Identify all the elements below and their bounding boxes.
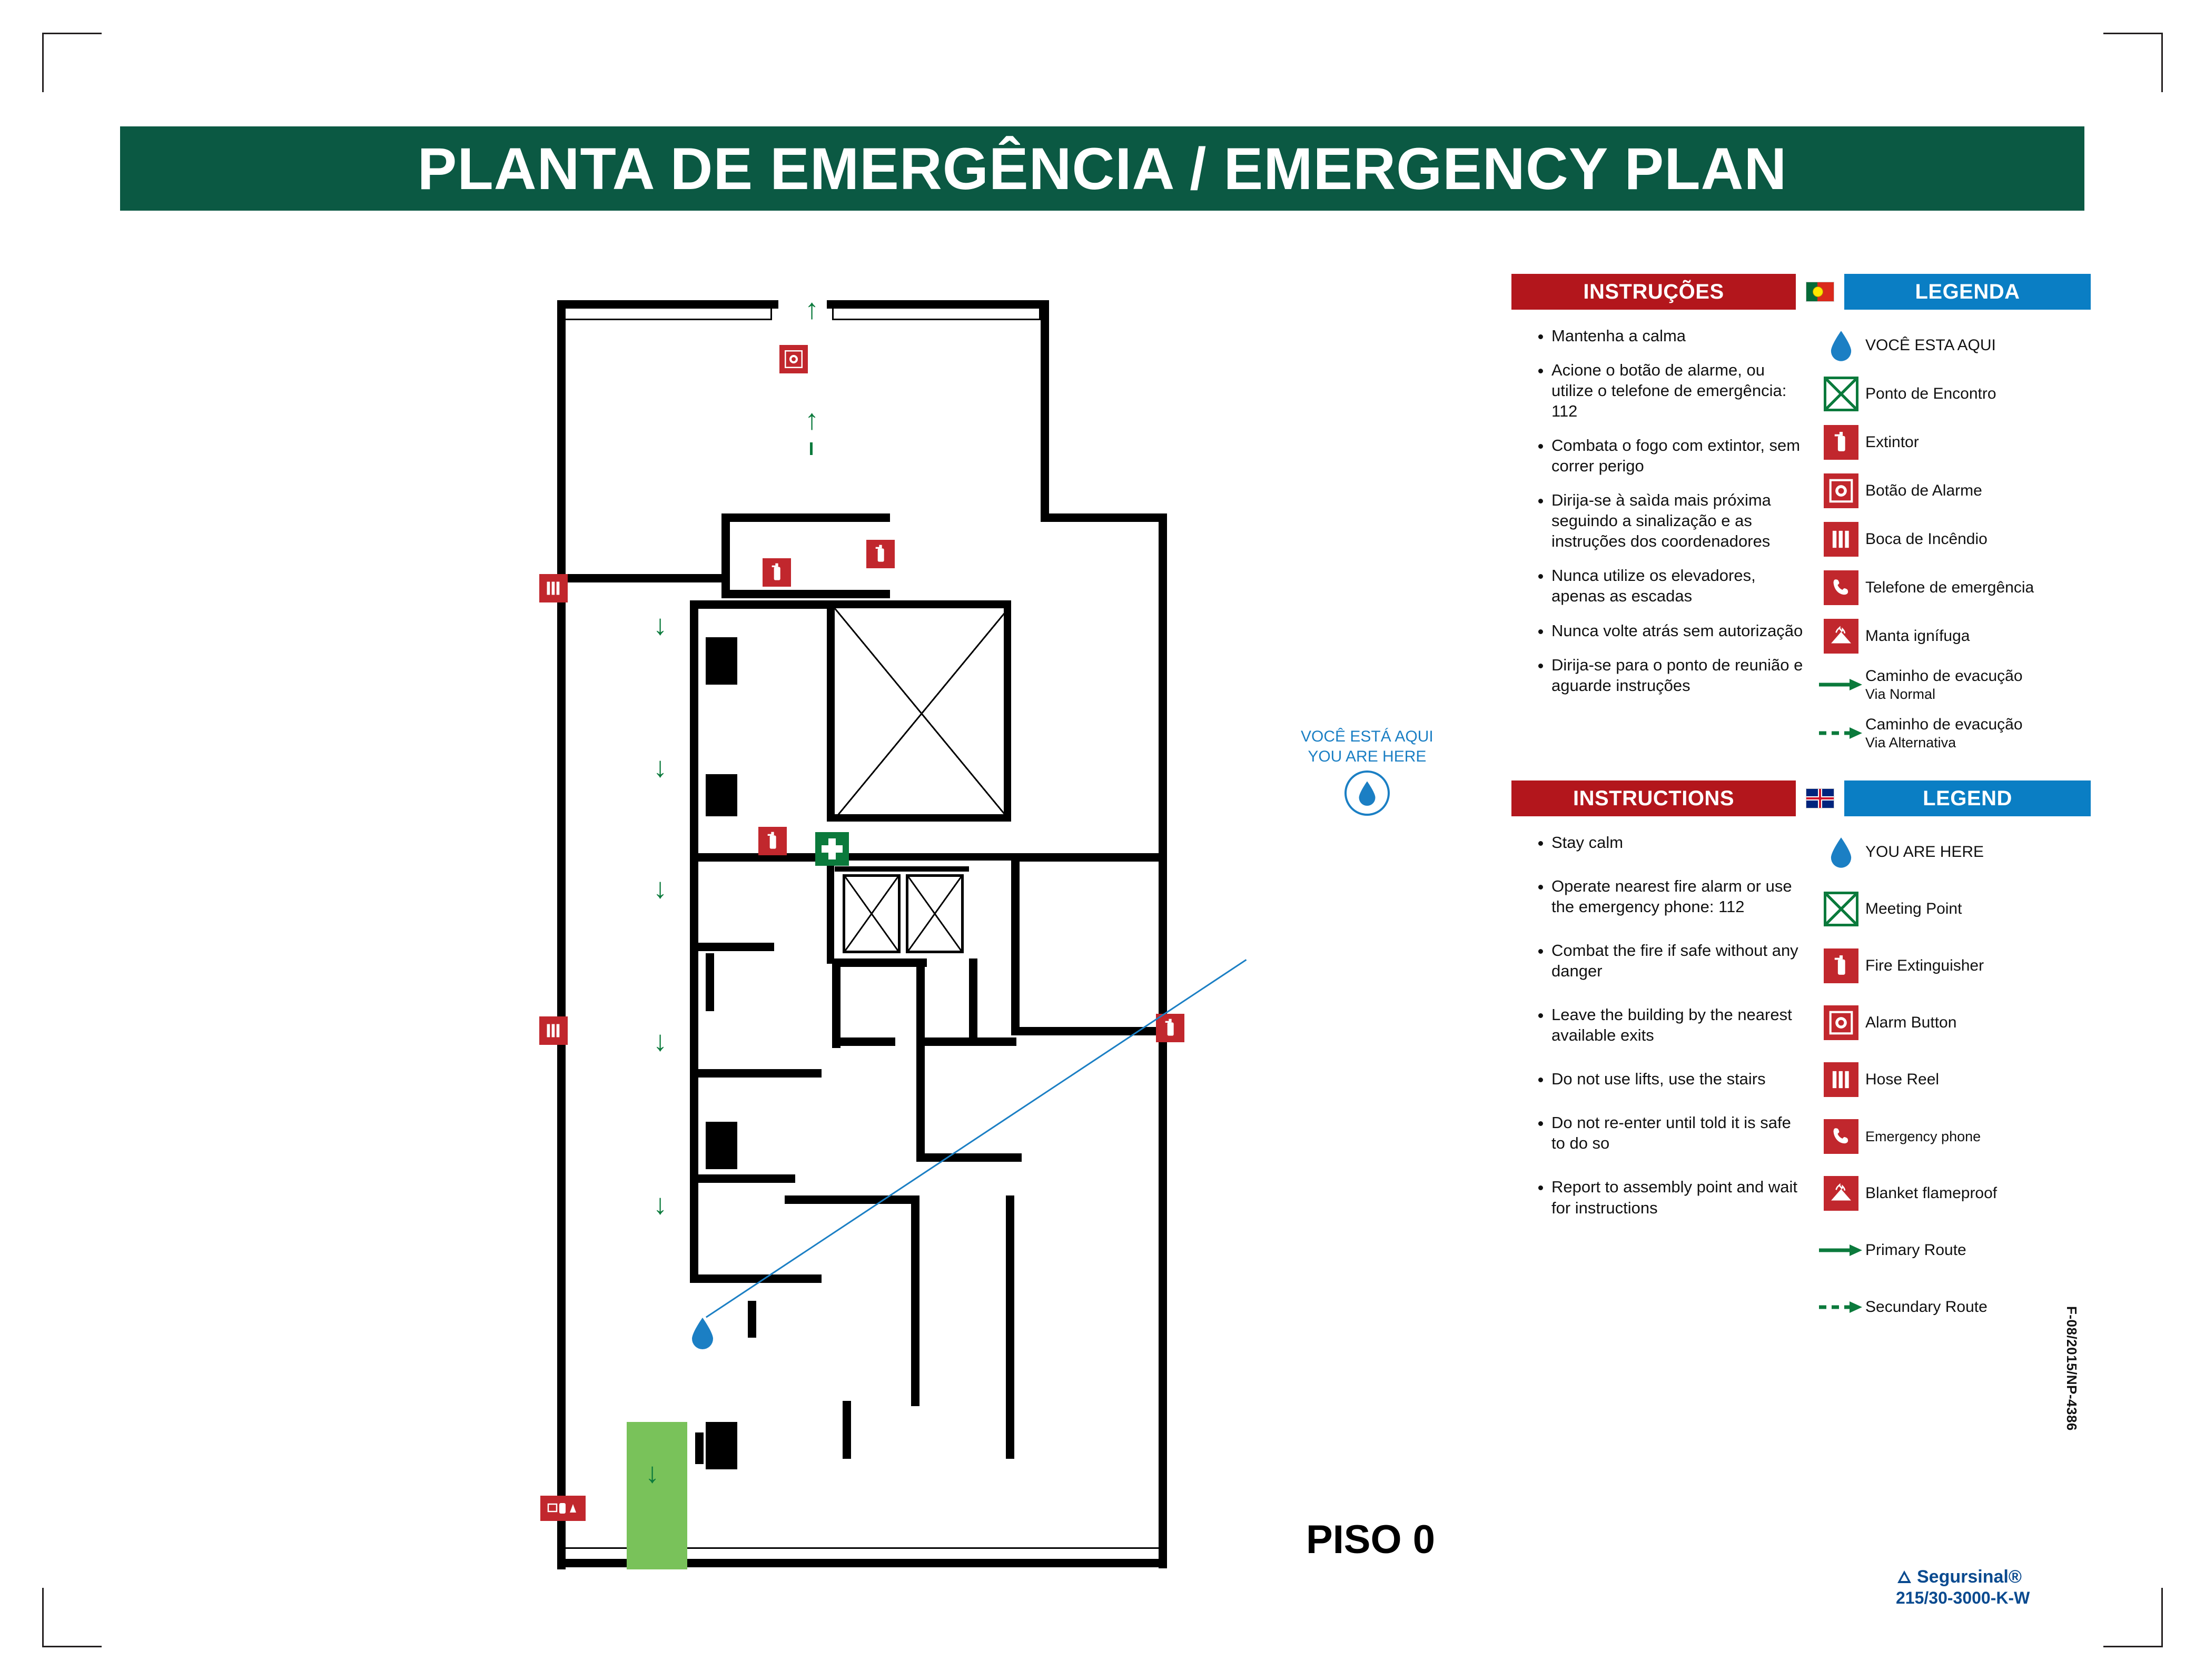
legend-row bbox=[1817, 1060, 2091, 1100]
legend-row bbox=[1817, 568, 2091, 608]
evacuation-arrow-icon: ↓ bbox=[645, 1457, 659, 1489]
fire-extinguisher-icon bbox=[866, 540, 895, 568]
legend-row bbox=[1817, 374, 2091, 414]
legend-label: Botão de Alarme bbox=[1865, 482, 1982, 499]
flag-portugal-icon bbox=[1796, 274, 1844, 310]
alarm-button-icon bbox=[1817, 1005, 1865, 1040]
solid-arrow-icon bbox=[1817, 1242, 1865, 1258]
you-are-here-circle bbox=[1344, 770, 1390, 816]
legend-row bbox=[1817, 889, 2091, 929]
legend-row bbox=[1817, 1003, 2091, 1043]
instruction-item: • Mantenha a calma bbox=[1551, 325, 1806, 346]
instruction-item: • Stay calm bbox=[1551, 832, 1806, 853]
legend-panel bbox=[1511, 274, 2091, 1336]
legend-label: Emergency phone bbox=[1865, 1128, 1981, 1144]
wall-segment bbox=[827, 814, 1011, 822]
flag-uk-icon bbox=[1796, 780, 1844, 816]
legend-label bbox=[1865, 715, 2023, 751]
instructions-title-en: INSTRUCTIONS bbox=[1511, 780, 1796, 816]
legend-label-main: Caminho de evacução bbox=[1865, 667, 2023, 685]
emergency-phone-icon bbox=[1817, 570, 1865, 605]
water-drop-icon bbox=[1357, 780, 1377, 806]
instruction-item: • Dirija-se para o ponto de reunião e aguarde instruções bbox=[1551, 655, 1806, 696]
you-are-here-label-pt: VOCÊ ESTÁ AQUI bbox=[1301, 728, 1433, 745]
water-drop-icon bbox=[1817, 836, 1865, 868]
crop-mark-top-left bbox=[42, 33, 102, 92]
fire-extinguisher-icon bbox=[1817, 948, 1865, 983]
legend-label: Boca de Incêndio bbox=[1865, 530, 1988, 548]
you-are-here-callout bbox=[1301, 727, 1433, 816]
evacuation-arrow-icon: ↓ bbox=[653, 1189, 667, 1220]
wall-segment bbox=[832, 958, 927, 967]
evacuation-arrow-icon: ↑ bbox=[805, 293, 819, 325]
instruction-item: • Combata o fogo com extintor, sem correr perigo bbox=[1551, 435, 1806, 476]
wall-segment bbox=[827, 853, 1011, 861]
evacuation-arrow-icon: ↓ bbox=[653, 609, 667, 641]
wall-segment bbox=[901, 866, 969, 872]
instruction-item: • Nunca volte atrás sem autorização bbox=[1551, 620, 1806, 641]
instruction-item: • Do not use lifts, use the stairs bbox=[1551, 1069, 1806, 1089]
legend-label bbox=[1865, 667, 2023, 703]
legend-label: Alarm Button bbox=[1865, 1014, 1957, 1031]
crop-mark-top-right bbox=[2103, 33, 2163, 92]
emergency-phone-icon bbox=[1817, 1119, 1865, 1154]
legend-row bbox=[1817, 832, 2091, 872]
wall-segment bbox=[690, 1069, 822, 1078]
wall-segment bbox=[916, 1153, 1022, 1162]
legend-label: Ponto de Encontro bbox=[1865, 385, 1996, 402]
wall-segment bbox=[916, 1037, 1016, 1046]
floor-plan bbox=[548, 293, 1206, 1489]
legend-row bbox=[1817, 519, 2091, 559]
you-are-here-label-en: YOU ARE HERE bbox=[1308, 747, 1427, 765]
legend-label-sub: Via Normal bbox=[1865, 686, 1936, 702]
wall-pillar bbox=[706, 774, 737, 816]
wall-segment bbox=[827, 853, 834, 964]
instruction-item: • Do not re-enter until told it is safe to do so bbox=[1551, 1112, 1806, 1153]
wall-segment bbox=[916, 958, 925, 1159]
instruction-item: • Leave the building by the nearest available exits bbox=[1551, 1004, 1806, 1045]
legend-row bbox=[1817, 471, 2091, 511]
instruction-item: • Acione o botão de alarme, ou utilize o telefone de emergência: 112 bbox=[1551, 360, 1806, 421]
crop-mark-bottom-left bbox=[42, 1588, 102, 1647]
legend-label: Meeting Point bbox=[1865, 900, 1962, 917]
elevator-cab bbox=[843, 874, 901, 953]
meeting-point-icon bbox=[1817, 377, 1865, 411]
legend-list-en bbox=[1806, 832, 2091, 1336]
instruction-item: • Dirija-se à saìda mais próxima seguindo a sinalização e as instruções dos coordenadores bbox=[1551, 490, 1806, 551]
dashed-arrow-icon bbox=[1817, 1299, 1865, 1315]
legend-label: YOU ARE HERE bbox=[1865, 843, 1984, 861]
crop-mark-bottom-right bbox=[2103, 1588, 2163, 1647]
segursinal-logo-icon bbox=[1896, 1569, 1913, 1586]
brand-block bbox=[1896, 1567, 2030, 1608]
dashed-route-dash bbox=[810, 442, 813, 455]
elevator-cab bbox=[906, 874, 964, 953]
legend-label: Primary Route bbox=[1865, 1241, 1966, 1259]
legend-row bbox=[1817, 616, 2091, 656]
hose-reel-icon bbox=[1817, 1062, 1865, 1097]
fire-extinguisher-icon bbox=[763, 558, 791, 587]
panel-body-pt bbox=[1511, 325, 2091, 762]
brand-code: 215/30-3000-K-W bbox=[1896, 1588, 2030, 1607]
fire-extinguisher-icon bbox=[1156, 1014, 1184, 1042]
wall-pillar bbox=[1006, 1401, 1014, 1459]
legend-label: Blanket flameproof bbox=[1865, 1184, 1998, 1202]
glazing-panel bbox=[563, 304, 772, 320]
meeting-point-icon bbox=[1817, 892, 1865, 926]
wall-segment bbox=[832, 958, 841, 1048]
wall-segment bbox=[1011, 853, 1020, 1027]
page-title-bar bbox=[120, 126, 2084, 211]
wall-segment bbox=[832, 1037, 895, 1046]
instructions-title-pt: INSTRUÇÕES bbox=[1511, 274, 1796, 310]
wall-pillar bbox=[706, 1122, 737, 1169]
you-are-here-marker-plan bbox=[690, 1317, 715, 1349]
legend-row bbox=[1817, 946, 2091, 986]
wall-pillar bbox=[843, 1401, 851, 1459]
solid-arrow-icon bbox=[1817, 677, 1865, 693]
hose-reel-icon bbox=[539, 574, 568, 602]
wall-segment bbox=[1006, 1195, 1014, 1204]
legend-row bbox=[1817, 1173, 2091, 1213]
legend-row bbox=[1817, 325, 2091, 365]
legend-row bbox=[1817, 422, 2091, 462]
wall-segment bbox=[1159, 911, 1167, 1568]
wall-segment bbox=[911, 1195, 919, 1406]
evacuation-arrow-icon: ↑ bbox=[805, 404, 819, 436]
evacuation-arrow-icon: ↓ bbox=[653, 752, 667, 783]
legend-row bbox=[1817, 713, 2091, 753]
instructions-list-pt bbox=[1511, 325, 1806, 762]
panel-header-en bbox=[1511, 780, 2091, 816]
legend-label: Hose Reel bbox=[1865, 1071, 1940, 1088]
legend-label: VOCÊ ESTA AQUI bbox=[1865, 337, 1996, 354]
fire-blanket-icon bbox=[1817, 1176, 1865, 1211]
wall-pillar bbox=[748, 1301, 756, 1338]
wall-segment bbox=[557, 300, 566, 1201]
exit-zone bbox=[627, 1422, 687, 1569]
page-title: PLANTA DE EMERGÊNCIA / EMERGENCY PLAN bbox=[417, 135, 1787, 202]
fire-extinguisher-icon bbox=[758, 827, 787, 855]
wall-segment bbox=[1011, 853, 1164, 862]
wall-segment bbox=[690, 943, 774, 951]
instructions-list-en bbox=[1511, 832, 1806, 1336]
legend-label: Manta ignífuga bbox=[1865, 627, 1970, 645]
legend-list-pt bbox=[1806, 325, 2091, 762]
wall-segment bbox=[706, 953, 714, 1011]
first-aid-icon bbox=[815, 832, 849, 866]
legend-title-pt: LEGENDA bbox=[1844, 274, 2091, 310]
instruction-item: • Report to assembly point and wait for instructions bbox=[1551, 1177, 1806, 1218]
hose-reel-icon bbox=[539, 1016, 568, 1045]
instruction-item: • Operate nearest fire alarm or use the emergency phone: 112 bbox=[1551, 876, 1806, 917]
wall-segment bbox=[721, 590, 890, 598]
legend-label: Extintor bbox=[1865, 433, 1919, 451]
hose-reel-icon bbox=[1817, 522, 1865, 557]
wall-segment bbox=[1004, 600, 1011, 822]
legend-label-main: Caminho de evacução bbox=[1865, 715, 2023, 733]
wall-pillar bbox=[706, 637, 737, 685]
fire-blanket-icon bbox=[1817, 619, 1865, 654]
wall-segment bbox=[721, 513, 890, 522]
wall-segment bbox=[690, 1174, 795, 1183]
panel-body-en bbox=[1511, 832, 2091, 1336]
wall-segment bbox=[1041, 513, 1167, 522]
legend-label: Secundary Route bbox=[1865, 1298, 1988, 1316]
legend-title-en: LEGEND bbox=[1844, 780, 2091, 816]
wall-segment bbox=[721, 513, 730, 598]
wall-segment bbox=[1041, 300, 1049, 521]
wall-segment bbox=[557, 513, 566, 522]
wall-segment bbox=[835, 866, 903, 872]
glazing-panel bbox=[832, 304, 1041, 320]
wall-pillar bbox=[706, 1422, 737, 1469]
legend-row bbox=[1817, 1287, 2091, 1327]
wall-segment bbox=[969, 958, 977, 1043]
fire-extinguisher-icon bbox=[1817, 425, 1865, 460]
legend-row bbox=[1817, 1116, 2091, 1157]
stairwell-shaft bbox=[832, 606, 1011, 822]
wall-segment bbox=[827, 600, 834, 822]
wall-segment bbox=[1006, 1195, 1014, 1406]
alarm-button-icon bbox=[779, 345, 808, 373]
wall-segment bbox=[690, 1274, 822, 1283]
electrical-panel-icon bbox=[540, 1496, 586, 1521]
instruction-item: • Nunca utilize os elevadores, apenas as escadas bbox=[1551, 565, 1806, 606]
water-drop-icon bbox=[1817, 330, 1865, 361]
document-code: F-08/2015/NP-4386 bbox=[2064, 1306, 2080, 1431]
brand-name-row bbox=[1896, 1567, 2030, 1587]
evacuation-arrow-icon: ↓ bbox=[653, 873, 667, 904]
legend-row bbox=[1817, 665, 2091, 705]
legend-label: Fire Extinguisher bbox=[1865, 957, 1984, 974]
alarm-button-icon bbox=[1817, 473, 1865, 508]
wall-pillar bbox=[695, 1432, 704, 1464]
brand-name: Segursinal® bbox=[1917, 1567, 2022, 1587]
dashed-arrow-icon bbox=[1817, 725, 1865, 741]
floor-label: PISO 0 bbox=[1306, 1517, 1435, 1562]
legend-label-sub: Via Alternativa bbox=[1865, 734, 1956, 750]
instruction-item: • Combat the fire if safe without any danger bbox=[1551, 940, 1806, 981]
panel-header-pt bbox=[1511, 274, 2091, 310]
legend-row bbox=[1817, 1230, 2091, 1270]
wall-segment bbox=[785, 1195, 916, 1204]
legend-label: Telefone de emergência bbox=[1865, 579, 2034, 596]
evacuation-arrow-icon: ↓ bbox=[653, 1025, 667, 1057]
wall-segment bbox=[827, 600, 1011, 608]
wall-segment bbox=[566, 574, 724, 582]
